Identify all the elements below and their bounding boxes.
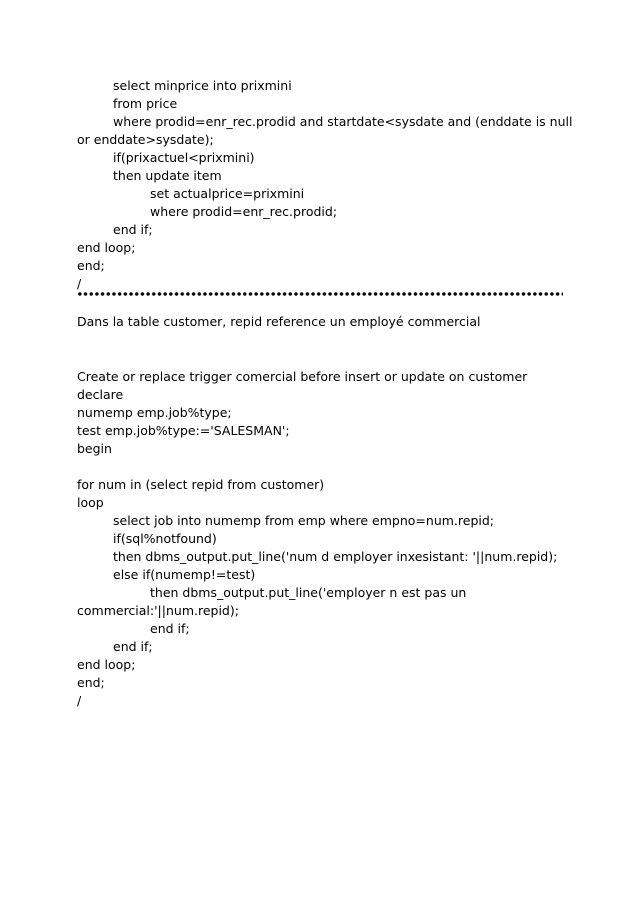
code-line: numemp emp.job%type; (77, 405, 232, 420)
code-line: end if; (150, 621, 190, 636)
code-line: where prodid=enr_rec.prodid; (150, 204, 338, 219)
code-line: then update item (113, 168, 222, 183)
code-line: then dbms_output.put_line('num d employer inxesistant: '||num.repid); (113, 549, 558, 564)
dotted-separator (77, 291, 563, 297)
code-line: / (77, 276, 82, 291)
code-line: else if(numemp!=test) (113, 567, 256, 582)
code-line: end if; (113, 222, 153, 237)
code-line: from price (113, 96, 178, 111)
code-line: where prodid=enr_rec.prodid and startdate<sysdate and (enddate is null (113, 114, 573, 129)
code-line: end if; (113, 639, 153, 654)
code-line: then dbms_output.put_line('employer n est pas un (150, 585, 467, 600)
section-description: Dans la table customer, repid reference un employé commercial (77, 314, 481, 329)
code-line: test emp.job%type:='SALESMAN'; (77, 423, 290, 438)
code-line: end loop; (77, 240, 136, 255)
code-line: if(prixactuel<prixmini) (113, 150, 255, 165)
code-line: set actualprice=prixmini (150, 186, 305, 201)
code-line: commercial:'||num.repid); (77, 603, 239, 618)
code-line: / (77, 693, 82, 708)
code-line: or enddate>sysdate); (77, 132, 214, 147)
code-line: Create or replace trigger comercial before insert or update on customer (77, 369, 528, 384)
code-line: end loop; (77, 657, 136, 672)
code-line: loop (77, 495, 104, 510)
code-line: end; (77, 675, 105, 690)
code-line: begin (77, 441, 112, 456)
code-line: end; (77, 258, 105, 273)
code-line: select job into numemp from emp where empno=num.repid; (113, 513, 495, 528)
code-line: select minprice into prixmini (113, 78, 292, 93)
code-line: for num in (select repid from customer) (77, 477, 325, 492)
code-line: if(sql%notfound) (113, 531, 217, 546)
code-line: declare (77, 387, 124, 402)
